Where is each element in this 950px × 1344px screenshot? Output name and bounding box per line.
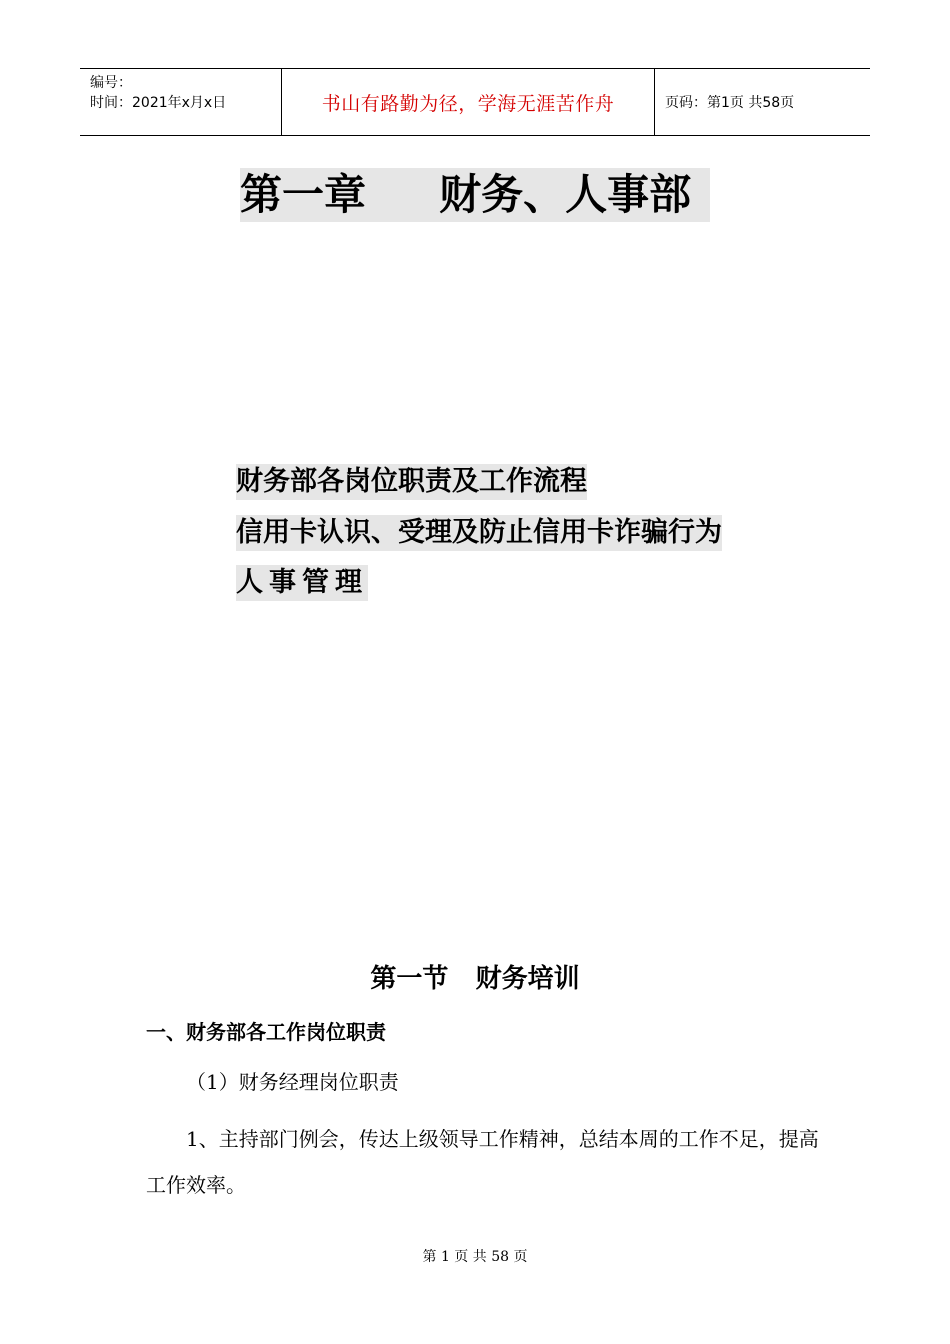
toc-item-credit-card: 信用卡认识、受理及防止信用卡诈骗行为 bbox=[236, 515, 722, 551]
page-footer: 第 1 页 共 58 页 bbox=[422, 1249, 528, 1265]
header-motto: 书山有路勤为径，学海无涯苦作舟 bbox=[321, 92, 615, 115]
header-motto-cell bbox=[282, 69, 655, 135]
chapter-title: 第一章 财务、人事部 bbox=[240, 168, 710, 222]
header-page-cell bbox=[655, 69, 870, 135]
document-header bbox=[80, 68, 870, 136]
header-page-code: 页码：第1页 共58页 bbox=[665, 95, 795, 111]
toc-item-finance-duties: 财务部各岗位职责及工作流程 bbox=[236, 464, 587, 500]
document-number-label: 编号： bbox=[90, 75, 132, 91]
paragraph-role-heading: （1）财务经理岗位职责 bbox=[186, 1070, 399, 1094]
header-meta-cell bbox=[80, 69, 282, 135]
toc-item-hr-management: 人事管理 bbox=[236, 565, 368, 601]
paragraph-duty-1: 1、主持部门例会，传达上级领导工作精神，总结本周的工作不足，提高工作效率。 bbox=[146, 1127, 819, 1197]
sub-heading: 一、财务部各工作岗位职责 bbox=[146, 1020, 386, 1044]
section-title: 第一节 财务培训 bbox=[370, 964, 580, 994]
document-date-label: 时间：2021年x月x日 bbox=[90, 95, 227, 111]
